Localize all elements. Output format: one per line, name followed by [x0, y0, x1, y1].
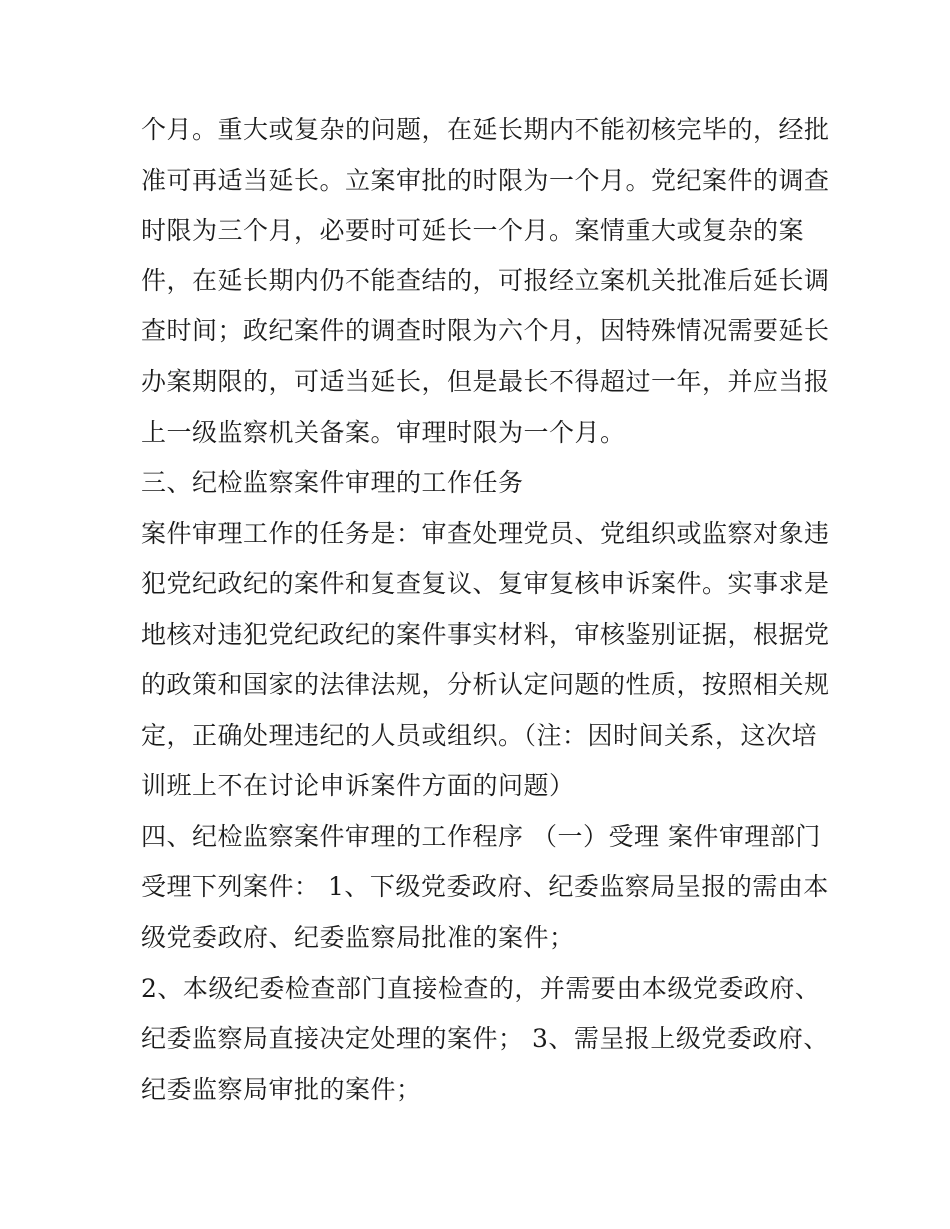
text-line: 查时间；政纪案件的调查时限为六个月，因特殊情况需要延长 — [141, 316, 830, 345]
text-line: 时限为三个月，必要时可延长一个月。案情重大或复杂的案 — [141, 216, 805, 245]
text-line: 准可再适当延长。立案审批的时限为一个月。党纪案件的调查 — [141, 166, 830, 195]
text-line: 案件审理工作的任务是：审查处理党员、党组织或监察对象违 — [141, 519, 830, 548]
text-line: 纪委监察局审批的案件； — [141, 1075, 422, 1104]
text-line: 办案期限的，可适当延长，但是最长不得超过一年，并应当报 — [141, 367, 830, 396]
text-line: 上一级监察机关备案。审理时限为一个月。 — [141, 418, 626, 447]
text-line: 犯党纪政纪的案件和复查复议、复审复核申诉案件。实事求是 — [141, 569, 830, 598]
text-line: 件，在延长期内仍不能查结的，可报经立案机关批准后延长调 — [141, 266, 830, 295]
text-line: 个月。重大或复杂的问题，在延长期内不能初核完毕的，经批 — [141, 115, 830, 144]
text-line: 的政策和国家的法律法规，分析认定问题的性质，按照相关规 — [141, 670, 830, 699]
text-line: 受理下列案件： 1、下级党委政府、纪委监察局呈报的需由本 — [141, 872, 829, 901]
section-heading: 四、纪检监察案件审理的工作程序 （一）受理 案件审理部门 — [141, 822, 821, 851]
text-line: 训班上不在讨论申诉案件方面的问题） — [141, 771, 575, 800]
text-line: 定，正确处理违纪的人员或组织。（注：因时间关系，这次培 — [141, 721, 818, 750]
text-line: 地核对违犯党纪政纪的案件事实材料，审核鉴别证据，根据党 — [141, 620, 830, 649]
text-line: 纪委监察局直接决定处理的案件； 3、需呈报上级党委政府、 — [141, 1024, 829, 1053]
text-line: 级党委政府、纪委监察局批准的案件； — [141, 923, 575, 952]
section-heading: 三、纪检监察案件审理的工作任务 — [141, 468, 524, 497]
text-line: 2、本级纪委检查部门直接检查的，并需要由本级党委政府、 — [141, 974, 821, 1003]
